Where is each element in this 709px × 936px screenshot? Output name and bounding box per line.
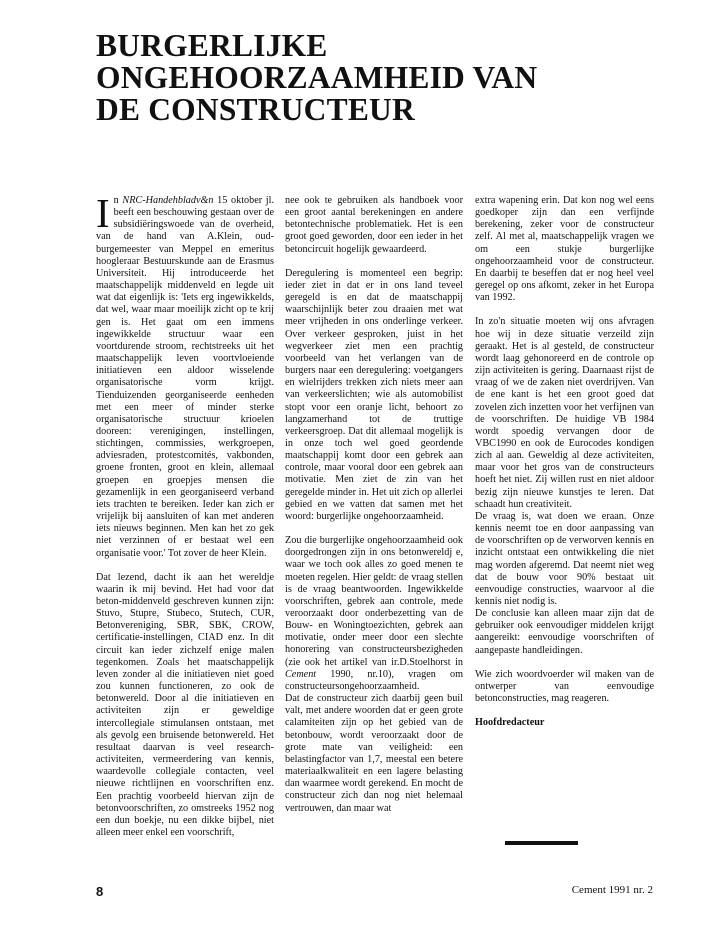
text: 1990, nr.10), vragen om constructeursongehoorzaamheid. [285,668,463,692]
text: 15 oktober jl. beeft een beschouwing gestaan over de subsidiëringswoede van de overheid, van de hand van A.Klein, oud-burgemeester van Meppel en emeritus hoogleraar Bestuurskunde aan de Erasmus Universiteit. Hij introduceerde het maatschappelijk middenveld en legde uit wat dat eigenlijk is: 'Iets erg ingewikkelds, dat wel, waar maar moeilijk zicht op te krij gen is. Het gaat om een immens ingewikkelde structuur waar een voortdurende stroom, rechtstreeks uit het maatschappelijk leven voortvloeiende initiatieven een aldoor wisselende organisatorische vorm krijgt. Tienduizenden georganiseerde eenheden met een meer of minder sterke organisatorische structuur krioelen dooreen: verenigingen, instellingen, stichtingen, commissies, werkgroepen, adviesraden, protestcomités, vakbonden, groene fronten, groot en klein, allemaal groepen en groepjes mensen die gezamenlijk in een georganiseerd verband iets trachten te bereiken. Ieder kan zich er vrijelijk bij aansluiten of kan met anderen iets nieuws beginnen. Men kan het zo gek niet verzinnen of er bestaat wel een organisatie voor.' Tot zover de heer Klein. [96,195,275,559]
end-rule [505,841,578,845]
newspaper-name: NRC-Handehbladv&n [122,195,214,206]
title-line-2: ONGEHOORZAAMHEID VAN [96,60,538,95]
paragraph: Dat de constructeur zich daarbij geen buil valt, met andere woorden dat er geen grote calamiteiten zijn op het gebied van de betonbouw, wordt veroorzaakt door de grote mate van veiligheid: een belastingfactor van 1,7, meestal een betere materiaalkwaliteit en een lagere belasting dan waarmee wordt gerekend. En mocht de constructeur zich dan nog niet helemaal vertrouwen, dan maar wat [285,693,463,814]
paragraph: De conclusie kan alleen maar zijn dat de gebruiker ook eenvoudiger middelen krijgt aangereikt: eenvoudige voorschriften of aangepaste handleidingen. [475,608,654,656]
column-2 [285,195,463,827]
title-line-1: BURGERLIJKE [96,28,328,63]
page-number: 8 [96,884,104,899]
title-line-3: DE CONSTRUCTEUR [96,92,415,127]
column-1 [96,190,275,851]
paragraph [96,190,275,560]
paragraph [285,535,463,693]
paragraph: De vraag is, wat doen we eraan. Onze kennis neemt toe en door aanpassing van de voorschriften op de verworven kennis en inzicht ontstaat een ontwikkeling die niet mag worden afgeremd. Dat neemt niet weg dat de bouw voor 90% bestaat uit eenvoudige constructies, waarvoor al die kennis niet nodig is. [475,510,654,607]
paragraph: nee ook te gebruiken als handboek voor een groot aantal berekeningen en andere betontechnische problematiek. Het is een groot goed geworden, door een ieder in het betoncircuit hogelijk gewaardeerd. [285,195,463,255]
article-title [96,30,616,126]
paragraph: In zo'n situatie moeten wij ons afvragen hoe wij in deze situatie verzeild zijn geraakt. Het is al gesteld, de constructeur wordt laag gehonoreerd en de controle op zijn activiteiten is gering. Daarnaast rijst de vraag of we de zaken niet overdrijven. Van de ene kant is het een groot goed dat zovelen zich inzetten voor het verfijnen van de voorschriften. De huidige VB 1984 wordt spoedig vervangen door de VBC1990 en ook de Eurocodes kondigen zich al aan. Geweldig al deze activiteiten, maar voor het gros van de constructeurs hoeft het niet. Zij willen rust en niet aldoor bezig zijn nieuwe kunstjes te leren. Dat schaadt hun creativiteit. [475,316,654,510]
paragraph: extra wapening erin. Dat kon nog wel eens goedkoper zijn dan een verfijnde berekening, zeker voor de constructeur zelf. Al met al, maatschappelijk vragen we om een stukje burgerlijke ongehoorzaamheid voor de constructeur. En daarbij te beseffen dat er nog heel veel geregel op ons afkomt, zeker in het Europa van 1992. [475,195,654,304]
text: n [113,195,123,206]
drop-cap: I [96,190,110,236]
journal-footer: Cement 1991 nr. 2 [571,884,653,896]
text: Zou die burgerlijke ongehoorzaamheid ook doorgedrongen zijn in ons betonwereldj e, waar we toch ook alles zo goed menen te moeten regelen. Hier geldt: de vraag stellen is de vraag beantwoorden. Ingewikkelde voorschriften, gebrek aan controle, mede veroorzaakt door onderbezetting van de Bouw- en Woningtoezichten, gebrek aan motivatie, onder meer door een slechte honorering van constructeursbezigheden (zie ook het artikel van ir.D.Stoelhorst in [285,535,463,668]
paragraph: Wie zich woordvoerder wil maken van de ontwerper van eenvoudige betonconstructies, mag reageren. [475,668,654,705]
paragraph: Dat lezend, dacht ik aan het wereldje waarin ik mij bevind. Het had voor dat beton-middenveld geschreven kunnen zijn: Stuvo, Stupre, Stubeco, Stutech, CUR, Betonvereniging, SBR, SBK, CROW, certificatie-instellingen, CIAD enz. In dit circuit kan ieder zichzelf enige malen tegenkomen. Zoals het maatschappelijk leven zonder al die initiatieven niet goed zou kunnen functioneren, zo ook de betonwereld. Door al die initiatieven en activiteiten zijn er geweldige intercollegiale stimulansen ontstaan, met als gevolg een bruisende betonwereld. Het resultaat daarvan is veel research-activiteiten, vermeerdering van kennis, waardevolle collegiale contacten, veel nieuwe richtlijnen en voorschriften enz. Een prachtig voorbeeld hiervan zijn de betonvoorschriften, zo omstreeks 1952 nog een dun boekje, nu een dikke bijbel, niet alleen meer enkel een voorschrift, [96,571,274,838]
signature: Hoofdredacteur [475,717,545,729]
paragraph: Deregulering is momenteel een begrip: ieder ziet in dat er in ons land teveel geregeld is en dat de maatschappij waarschijnlijk beter zou draaien met wat meer vrijheden in ons onderlinge verkeer. Over verkeer gesproken, juist in het wegverkeer ziet men een prachtig voorbeeld van het verlangen van de burgers naar een deregulering: voetgangers en wielrijders trekken zich niets meer aan van verkeerslichten; wie als automobilist stopt voor een oranje licht, behoort zo langzamerhand tot de truttige verkeersgroep. Dat dit allemaal mogelijk is in onze toch wel goed geordende maatschappij komt door een gebrek aan controle, maar vooral door een gebrek aan motivatie. Men ziet de zin van het geregelde minder in. Het uit zich op allerlei gebied en we vatten dat samen met het woord: burgerlijke ongehoorzaamheid. [285,267,463,522]
journal-name: Cement [285,668,317,680]
column-3 [475,195,654,741]
